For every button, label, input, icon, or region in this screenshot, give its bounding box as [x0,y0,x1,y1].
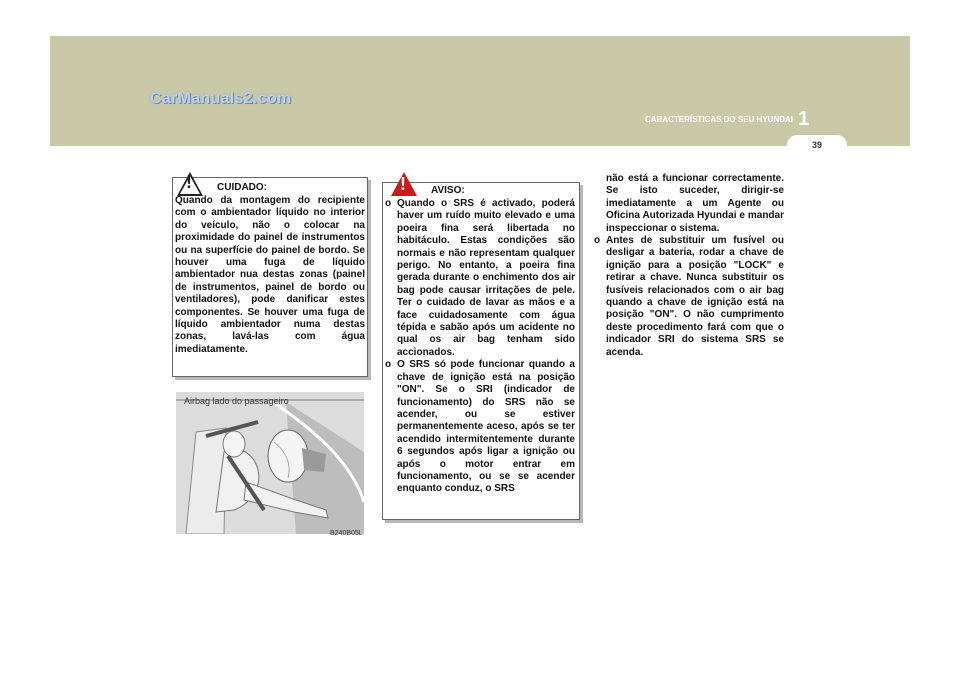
site-logo[interactable]: CarManuals2.com [150,90,292,107]
warning-triangle-red-icon: ! [391,172,417,196]
page-number-tab [787,135,847,155]
chapter-number: 1 [798,108,810,130]
section-title: CARACTERÍSTICAS DO SEU HYUNDAI [644,115,793,124]
caution-box [172,172,368,377]
warning-box [382,174,580,520]
warning-list [385,198,575,496]
warning-triangle-outline-icon: ! [177,172,203,196]
caution-text: Quando da montagem do recipiente com o ambientador líquido no interior do veículo, não o colocar na proximidade do painel de instrumentos ou na superfície do painel de bordo. Se houver uma fuga de líquido ambientador nua destas zonas (painel de instrumentos, painel de bordo ou ventiladores), pode danificar estes componentes. Se houver uma fuga de líquido ambientador numa destas zonas, lavá-las com água imediatamente. [175,195,365,355]
passenger-airbag-illustration [176,392,364,534]
page-number: 39 [811,140,822,150]
page-header [0,0,960,150]
figure-code: B240B05L [330,530,363,537]
airbag-figure [176,392,364,534]
continuation-item: o Antes de substituir um fusível ou desligar a bateria, rodar a chave de ignição para a posição "LOCK" e retirar a chave. Nunca substituir os fusíveis relacionados com o air bag quando a chave de ignição está na posição "ON". O não cumprimento deste procedimento fará com que o indicador SRI do sistema SRS se acenda. [594,235,784,358]
continuation-column [594,173,784,359]
figure-label: Airbag lado do passageiro [184,396,289,406]
caution-title: CUIDADO: [217,182,267,193]
warning-item: o O SRS só pode funcionar quando a chave de ignição está na posição "ON". Se o SRI (indicador de funcionamento) do SRS não se acender, ou se estiver permanentemente aceso, após se ter acendido intermitentemente durante 6 segundos após ligar a ignição ou após o motor entrar em funcionamento, ou se se acender enquanto conduz, o SRS [385,359,575,495]
warning-title: AVISO: [431,185,465,196]
warning-item: o Quando o SRS é activado, poderá haver um ruído muito elevado e uma poeira fina será libertada no habitáculo. Estas condições são normais e não representam qualquer perigo. No entanto, a poeira fina gerada durante o enchimento dos air bag pode causar irritações de pele. Ter o cuidado de lavar as mãos e a face cuidadosamente com água tépida e sabão após um acidente no qual os air bag tenham sido accionados. [385,198,575,358]
continuation-lead: não está a funcionar correctamente. Se isto suceder, dirigir-se imediatamente a um Agente ou Oficina Autorizada Hyundai e mandar inspeccionar o sistema. [606,173,784,234]
